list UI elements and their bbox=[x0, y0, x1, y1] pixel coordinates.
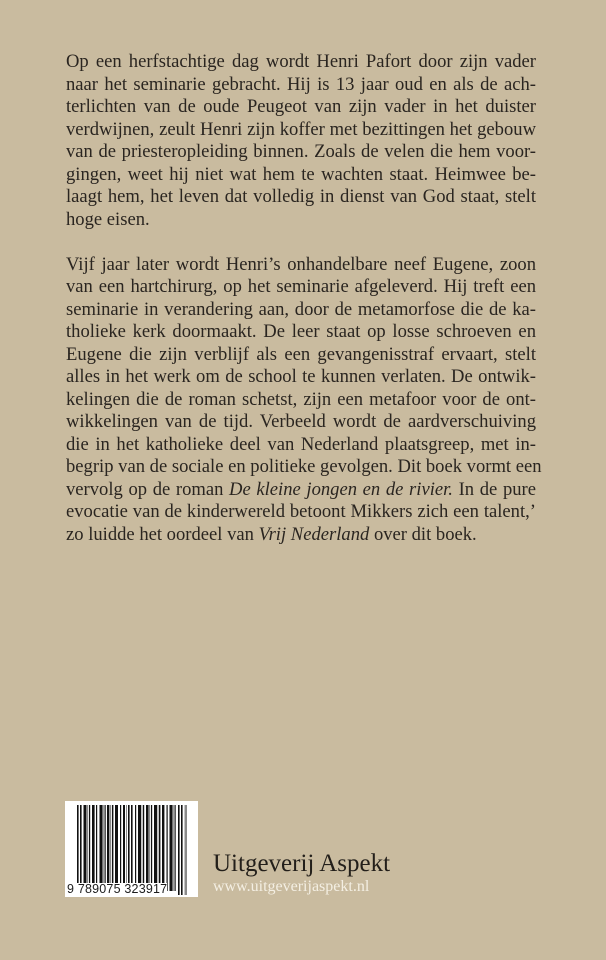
text-line: hoge eisen. bbox=[66, 208, 150, 230]
book-title-reference: De kleine jongen en de rivier. bbox=[229, 478, 453, 500]
text-line: van de priesteropleiding binnen. Zoals de velen die hem voor- bbox=[66, 141, 536, 162]
blurb-paragraph-2 bbox=[66, 253, 542, 547]
text-line bbox=[66, 524, 536, 547]
isbn-number: 9 789075 323917 bbox=[67, 882, 168, 896]
text-run: over dit boek. bbox=[369, 523, 477, 545]
text-line: gingen, weet hij niet wat hem te wachten staat. Heimwee be- bbox=[66, 163, 536, 185]
text-line: seminarie in verandering aan, door de metamorfose die de ka- bbox=[66, 298, 536, 320]
text-line: van een hartchirurg, op het seminarie afgeleverd. Hij treft een bbox=[66, 276, 536, 297]
text-line: die in het katholieke deel van Nederland plaatsgreep, met in- bbox=[66, 433, 536, 455]
text-line: naar het seminarie gebracht. Hij is 13 jaar oud en als de ach- bbox=[66, 73, 536, 95]
text-run: vervolg op de roman bbox=[66, 478, 230, 500]
text-line: kelingen die de roman schetst, zijn een metafoor voor de ont- bbox=[66, 388, 536, 410]
publisher-name: Uitgeverij Aspekt bbox=[213, 850, 391, 877]
publisher-website: www.uitgeverijaspekt.nl bbox=[213, 878, 370, 895]
blurb-paragraph-1 bbox=[66, 51, 536, 231]
text-line: Op een herfstachtige dag wordt Henri Pafort door zijn vader bbox=[66, 51, 536, 72]
text-line: Eugene die zijn verblijf als een gevangenisstraf ervaart, stelt bbox=[66, 343, 536, 365]
text-line: wikkelingen van de tijd. Verbeeld wordt de aardverschuiving bbox=[66, 411, 536, 432]
text-run: In de pure bbox=[452, 478, 536, 500]
text-line: evocatie van de kinderwereld betoont Mikkers zich een talent,’ bbox=[66, 501, 536, 522]
isbn-barcode bbox=[65, 801, 198, 897]
text-line: tholieke kerk doormaakt. De leer staat op losse schroeven en bbox=[66, 321, 536, 342]
publisher-block bbox=[213, 850, 390, 896]
text-line: Vijf jaar later wordt Henri’s onhandelbare neef Eugene, zoon bbox=[66, 253, 536, 275]
text-line: laagt hem, het leven dat volledig in dienst van God staat, stelt bbox=[66, 186, 536, 207]
text-run: zo luidde het oordeel van bbox=[66, 523, 259, 545]
text-line: alles in het werk om de school te kunnen verlaten. De ontwik- bbox=[66, 366, 536, 387]
text-line: verdwijnen, zeult Henri zijn koffer met bezittingen het gebouw bbox=[66, 118, 536, 140]
magazine-reference: Vrij Nederland bbox=[258, 523, 370, 545]
back-cover-blurb bbox=[66, 51, 542, 569]
text-line bbox=[66, 479, 536, 502]
text-line: begrip van de sociale en politieke gevolgen. Dit boek vormt een bbox=[66, 456, 542, 477]
text-line: terlichten van de oude Peugeot van zijn vader in het duister bbox=[66, 96, 536, 117]
